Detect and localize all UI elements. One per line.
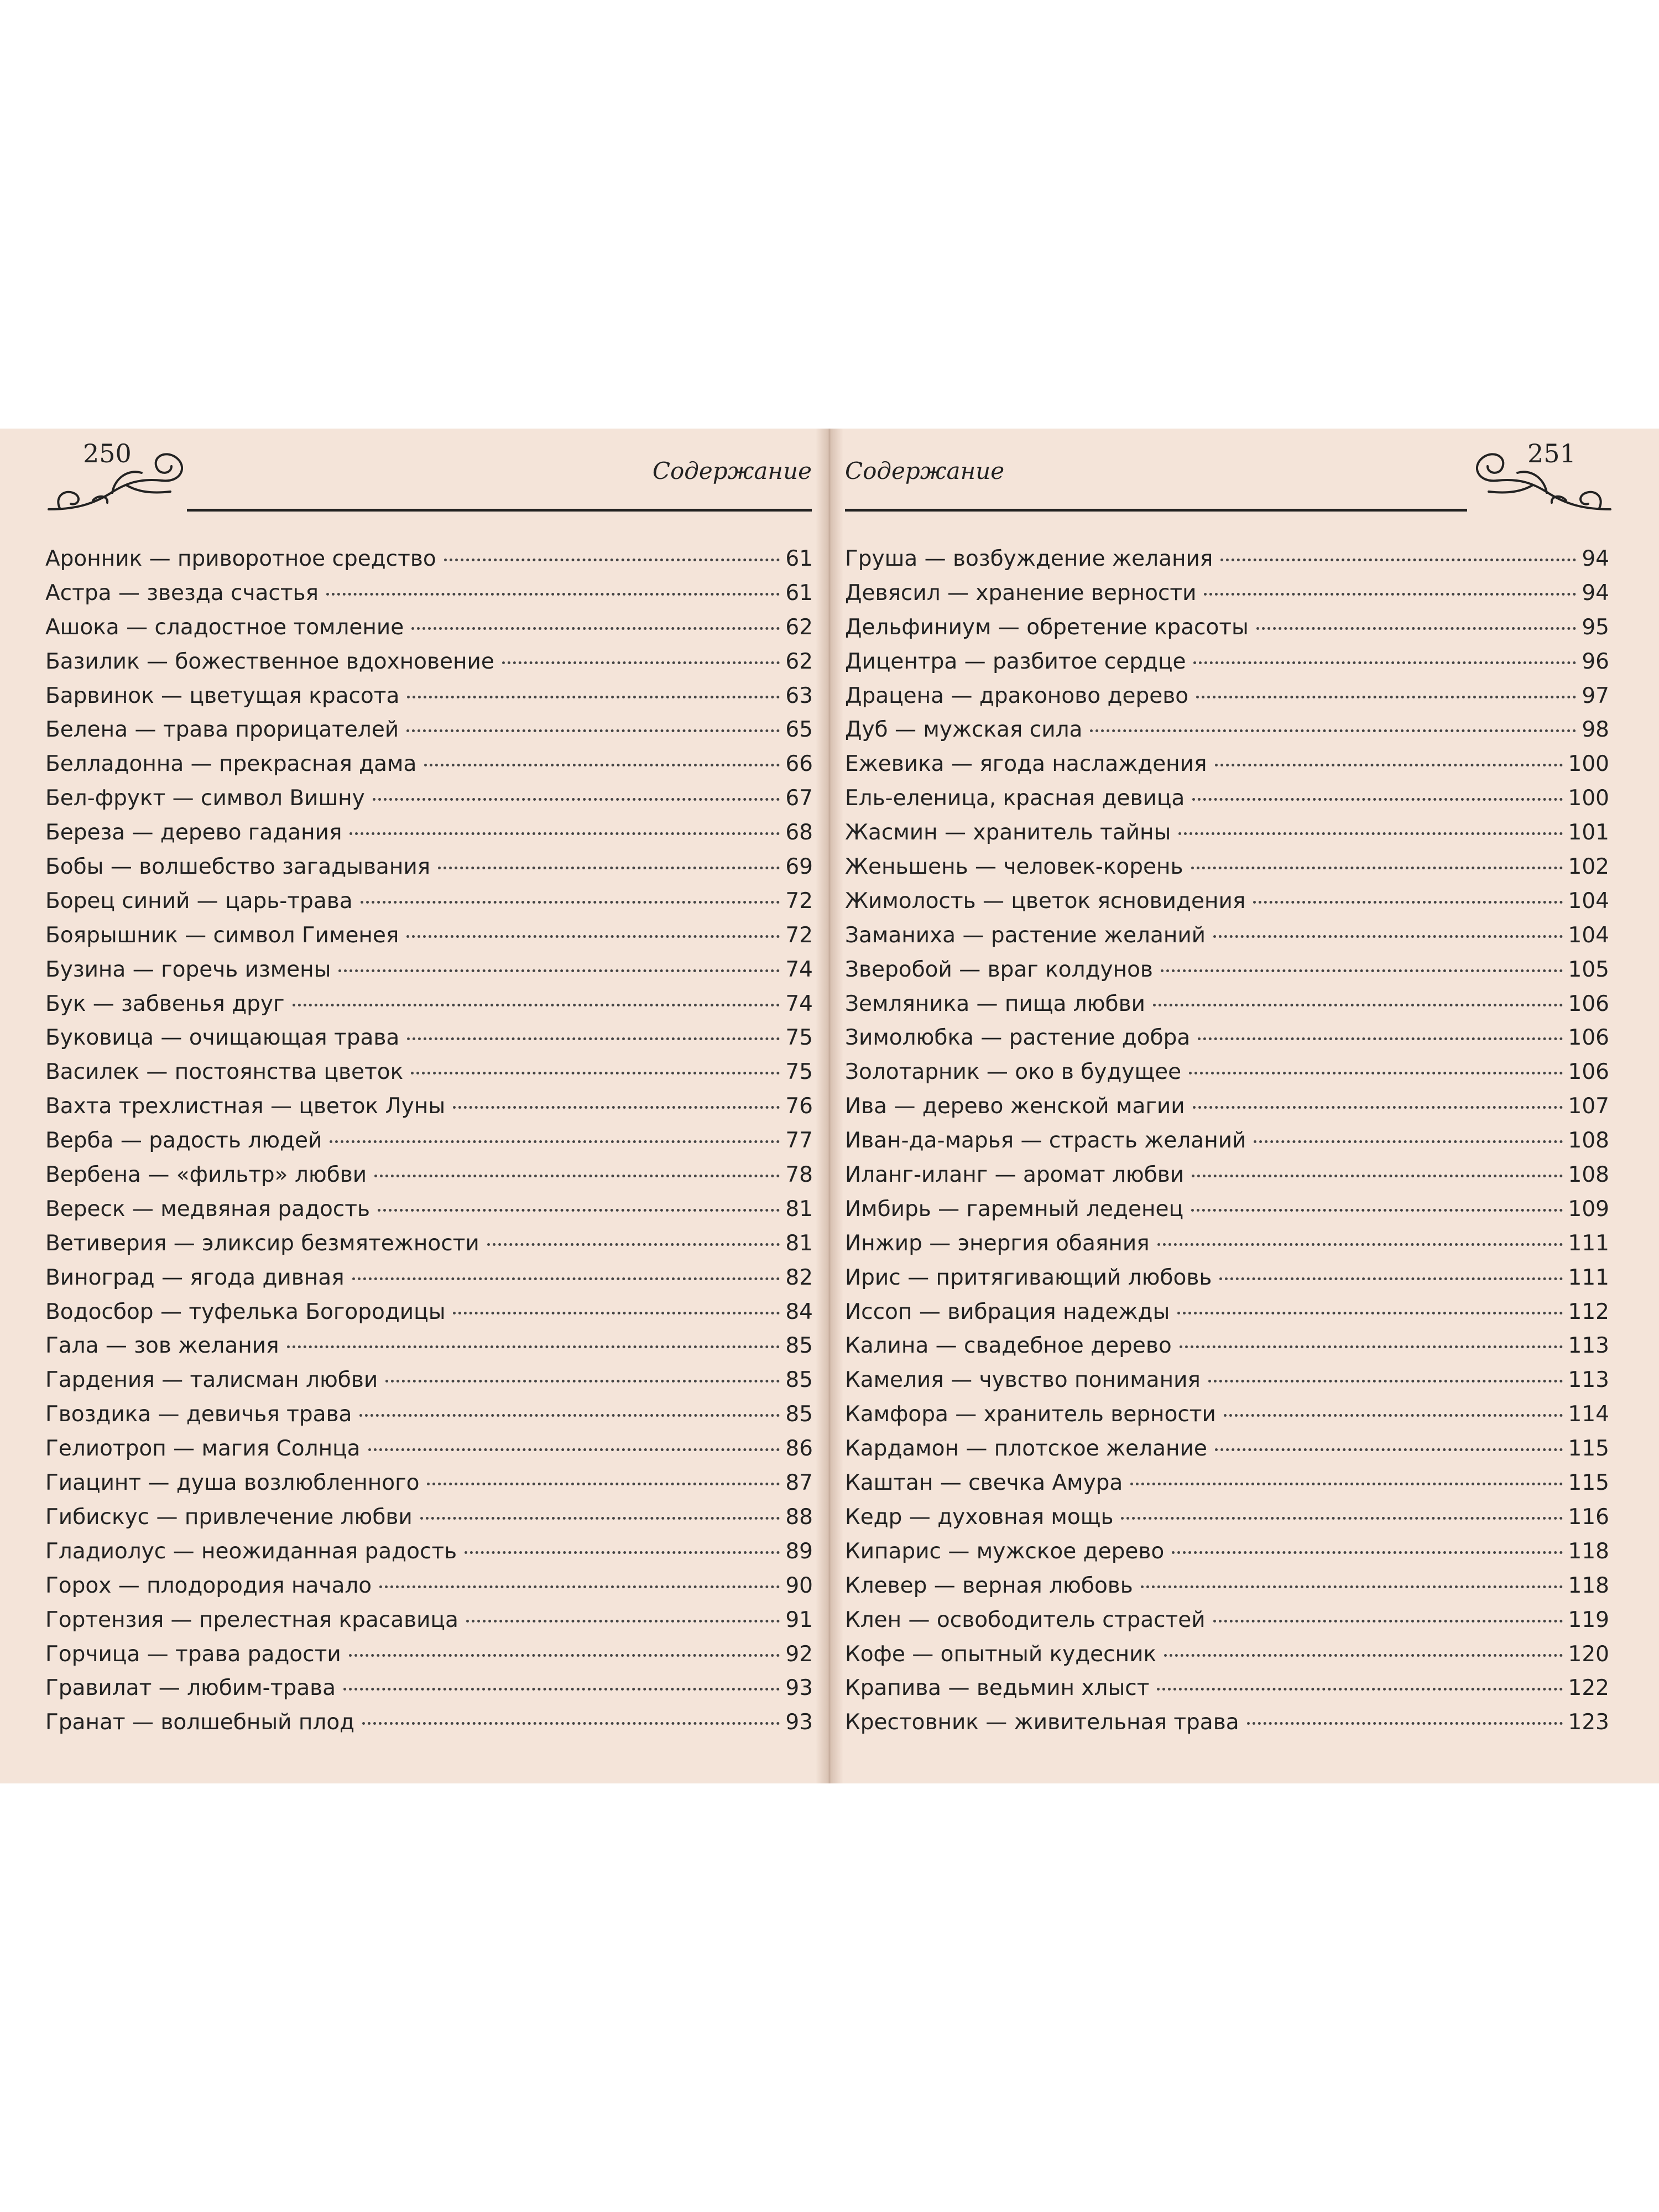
entry-page-number: 68 — [785, 820, 813, 846]
entry-title: Иланг-иланг — аромат любви — [845, 1162, 1185, 1188]
dot-leader — [349, 1654, 780, 1657]
entry-page-number: 81 — [785, 1196, 813, 1222]
toc-entry — [845, 1363, 1609, 1397]
entry-title: Бузина — горечь измены — [45, 957, 331, 982]
entry-page-number: 61 — [785, 580, 813, 606]
dot-leader — [1253, 901, 1562, 904]
dot-leader — [362, 1722, 780, 1725]
dot-leader — [1198, 1037, 1562, 1040]
toc-entry — [845, 1397, 1609, 1432]
entry-title: Каштан — свечка Амура — [845, 1470, 1123, 1496]
dot-leader — [343, 1688, 780, 1691]
entry-title: Калина — свадебное дерево — [845, 1333, 1172, 1359]
toc-entry — [845, 1500, 1609, 1535]
entry-title: Дельфиниум — обретение красоты — [845, 614, 1249, 640]
dot-leader — [368, 1448, 780, 1451]
toc-entry — [45, 1500, 813, 1535]
entry-page-number: 72 — [785, 922, 813, 948]
entry-page-number: 62 — [785, 649, 813, 674]
entry-page-number: 119 — [1568, 1607, 1609, 1632]
entry-title: Иссоп — вибрация надежды — [845, 1299, 1170, 1324]
entry-page-number: 89 — [785, 1538, 813, 1564]
entry-page-number: 78 — [785, 1162, 813, 1188]
entry-page-number: 118 — [1568, 1573, 1609, 1598]
entry-page-number: 118 — [1568, 1538, 1609, 1564]
toc-entry — [45, 713, 813, 747]
dot-leader — [438, 867, 780, 869]
toc-entry — [845, 816, 1609, 850]
entry-title: Борец синий — царь-трава — [45, 888, 353, 914]
toc-entry — [845, 713, 1609, 747]
entry-page-number: 123 — [1568, 1710, 1609, 1735]
dot-leader — [411, 1072, 780, 1074]
toc-entry — [845, 1021, 1609, 1055]
entry-title: Гардения — талисман любви — [45, 1368, 378, 1393]
entry-title: Имбирь — гаремный леденец — [845, 1196, 1184, 1222]
toc-entry — [845, 1535, 1609, 1569]
toc-entry — [45, 1089, 813, 1124]
dot-leader — [359, 1414, 780, 1417]
entry-page-number: 114 — [1568, 1402, 1609, 1427]
entry-title: Белена — трава прорицателей — [45, 717, 399, 743]
entry-page-number: 66 — [785, 752, 813, 777]
toc-entry — [845, 645, 1609, 679]
entry-page-number: 111 — [1568, 1230, 1609, 1256]
dot-leader — [1157, 1688, 1562, 1691]
toc-entry — [45, 1124, 813, 1158]
entry-page-number: 102 — [1568, 854, 1609, 880]
entry-page-number: 100 — [1568, 752, 1609, 777]
dot-leader — [1161, 969, 1563, 972]
toc-entry — [845, 1089, 1609, 1124]
dot-leader — [1191, 1209, 1563, 1212]
entry-page-number: 85 — [785, 1368, 813, 1393]
entry-page-number: 65 — [785, 717, 813, 743]
dot-leader — [407, 1037, 780, 1040]
left-page — [0, 429, 817, 1783]
entry-title: Кипарис — мужское дерево — [845, 1538, 1165, 1564]
entry-title: Гибискус — привлечение любви — [45, 1504, 413, 1530]
right-page — [842, 429, 1659, 1783]
book-gutter — [816, 429, 843, 1783]
dot-leader — [1157, 1243, 1563, 1246]
toc-entry — [845, 1227, 1609, 1261]
entry-page-number: 105 — [1568, 957, 1609, 982]
dot-leader — [1192, 798, 1562, 801]
entry-page-number: 85 — [785, 1402, 813, 1427]
toc-entry — [45, 611, 813, 645]
toc-entry — [45, 679, 813, 713]
entry-title: Гладиолус — неожиданная радость — [45, 1538, 457, 1564]
entry-title: Виноград — ягода дивная — [45, 1265, 345, 1290]
entry-title: Клен — освободитель страстей — [845, 1607, 1206, 1632]
entry-title: Крестовник — живительная трава — [845, 1710, 1239, 1735]
entry-title: Ель-еленица, красная девица — [845, 786, 1185, 811]
dot-leader — [1208, 1380, 1563, 1383]
entry-page-number: 95 — [1582, 614, 1609, 640]
toc-entry — [45, 919, 813, 953]
table-of-contents-right — [845, 542, 1609, 1740]
entry-title: Инжир — энергия обаяния — [845, 1230, 1150, 1256]
toc-entry — [845, 1569, 1609, 1603]
dot-leader — [349, 832, 780, 835]
toc-entry — [45, 1603, 813, 1637]
toc-entry — [45, 576, 813, 611]
toc-entry — [845, 1295, 1609, 1329]
entry-title: Ирис — притягивающий любовь — [845, 1265, 1212, 1290]
page-number: 250 — [83, 439, 132, 468]
entry-title: Ежевика — ягода наслаждения — [845, 752, 1207, 777]
entry-page-number: 113 — [1568, 1333, 1609, 1359]
dot-leader — [293, 1004, 780, 1006]
entry-title: Жимолость — цветок ясновидения — [845, 888, 1246, 914]
toc-entry — [45, 953, 813, 987]
toc-entry — [45, 1363, 813, 1397]
dot-leader — [1219, 1277, 1562, 1280]
entry-page-number: 97 — [1582, 683, 1609, 708]
dot-leader — [1177, 1312, 1562, 1314]
toc-entry — [845, 850, 1609, 884]
entry-page-number: 113 — [1568, 1368, 1609, 1393]
toc-entry — [845, 611, 1609, 645]
toc-entry — [45, 1432, 813, 1466]
entry-title: Крапива — ведьмин хлыст — [845, 1676, 1150, 1701]
entry-title: Кардамон — плотское желание — [845, 1436, 1207, 1462]
entry-page-number: 88 — [785, 1504, 813, 1530]
entry-title: Клевер — верная любовь — [845, 1573, 1133, 1598]
entry-page-number: 120 — [1568, 1641, 1609, 1667]
entry-page-number: 67 — [785, 786, 813, 811]
entry-page-number: 81 — [785, 1230, 813, 1256]
entry-title: Гиацинт — душа возлюбленного — [45, 1470, 420, 1496]
dot-leader — [1164, 1654, 1563, 1657]
toc-entry — [45, 1158, 813, 1192]
toc-entry — [45, 987, 813, 1021]
toc-entry — [45, 1295, 813, 1329]
entry-title: Белладонна — прекрасная дама — [45, 752, 417, 777]
dot-leader — [385, 1380, 780, 1383]
dot-leader — [465, 1551, 780, 1554]
dot-leader — [1204, 593, 1576, 596]
entry-page-number: 72 — [785, 888, 813, 914]
entry-title: Золотарник — око в будущее — [845, 1060, 1182, 1085]
toc-entry — [45, 1671, 813, 1705]
entry-title: Вербена — «фильтр» любви — [45, 1162, 367, 1188]
dot-leader — [1193, 661, 1576, 664]
dot-leader — [411, 627, 780, 630]
dot-leader — [466, 1620, 780, 1623]
entry-page-number: 115 — [1568, 1436, 1609, 1462]
entry-page-number: 104 — [1568, 922, 1609, 948]
toc-entry — [45, 1021, 813, 1055]
entry-title: Зверобой — враг колдунов — [845, 957, 1153, 982]
entry-page-number: 75 — [785, 1060, 813, 1085]
entry-page-number: 85 — [785, 1333, 813, 1359]
dot-leader — [1213, 1620, 1563, 1623]
toc-entry — [45, 1329, 813, 1363]
dot-leader — [424, 764, 780, 766]
entry-title: Буковица — очищающая трава — [45, 1025, 400, 1051]
dot-leader — [352, 1277, 780, 1280]
toc-entry — [845, 1432, 1609, 1466]
toc-entry — [45, 1227, 813, 1261]
dot-leader — [374, 1175, 780, 1177]
toc-entry — [845, 747, 1609, 781]
dot-leader — [1178, 832, 1562, 835]
toc-entry — [45, 1569, 813, 1603]
toc-entry — [45, 1705, 813, 1740]
entry-page-number: 93 — [785, 1676, 813, 1701]
toc-entry — [45, 884, 813, 919]
entry-page-number: 74 — [785, 957, 813, 982]
entry-page-number: 62 — [785, 614, 813, 640]
entry-title: Горох — плодородия начало — [45, 1573, 372, 1598]
entry-title: Бел-фрукт — символ Вишну — [45, 786, 365, 811]
entry-title: Иван-да-марья — страсть желаний — [845, 1128, 1246, 1154]
entry-page-number: 101 — [1568, 820, 1609, 846]
toc-entry — [45, 816, 813, 850]
toc-entry — [45, 1637, 813, 1672]
entry-page-number: 63 — [785, 683, 813, 708]
header-rule — [187, 509, 812, 512]
dot-leader — [407, 696, 780, 698]
toc-entry — [45, 645, 813, 679]
entry-page-number: 96 — [1582, 649, 1609, 674]
page-number: 251 — [1527, 439, 1576, 468]
dot-leader — [1256, 627, 1577, 630]
entry-page-number: 116 — [1568, 1504, 1609, 1530]
dot-leader — [1130, 1483, 1562, 1485]
dot-leader — [1189, 1072, 1562, 1074]
dot-leader — [1192, 1175, 1562, 1177]
dot-leader — [1220, 559, 1576, 561]
toc-entry — [845, 576, 1609, 611]
entry-page-number: 94 — [1582, 546, 1609, 571]
dot-leader — [379, 1585, 780, 1588]
entry-page-number: 75 — [785, 1025, 813, 1051]
toc-entry — [845, 1637, 1609, 1672]
dot-leader — [1215, 1448, 1563, 1451]
entry-page-number: 106 — [1568, 1060, 1609, 1085]
toc-entry — [845, 919, 1609, 953]
scroll-flourish-icon — [1467, 439, 1616, 516]
dot-leader — [406, 729, 780, 732]
entry-title: Камфора — хранитель верности — [845, 1402, 1216, 1427]
dot-leader — [1141, 1585, 1563, 1588]
entry-page-number: 104 — [1568, 888, 1609, 914]
toc-entry — [845, 1055, 1609, 1089]
dot-leader — [373, 798, 780, 801]
entry-title: Заманиха — растение желаний — [845, 922, 1206, 948]
entry-page-number: 61 — [785, 546, 813, 571]
toc-entry — [845, 1329, 1609, 1363]
toc-entry — [45, 1192, 813, 1227]
toc-entry — [845, 1603, 1609, 1637]
toc-entry — [45, 1055, 813, 1089]
entry-title: Бобы — волшебство загадывания — [45, 854, 431, 880]
toc-entry — [45, 1261, 813, 1295]
entry-page-number: 108 — [1568, 1128, 1609, 1154]
entry-page-number: 109 — [1568, 1196, 1609, 1222]
entry-page-number: 86 — [785, 1436, 813, 1462]
dot-leader — [1153, 1004, 1563, 1006]
dot-leader — [444, 559, 780, 561]
entry-page-number: 115 — [1568, 1470, 1609, 1496]
entry-page-number: 87 — [785, 1470, 813, 1496]
dot-leader — [1172, 1551, 1562, 1554]
entry-title: Береза — дерево гадания — [45, 820, 342, 846]
dot-leader — [1191, 867, 1563, 869]
toc-entry — [845, 1705, 1609, 1740]
dot-leader — [330, 1140, 780, 1143]
entry-page-number: 111 — [1568, 1265, 1609, 1290]
dot-leader — [1215, 764, 1563, 766]
toc-entry — [45, 1535, 813, 1569]
dot-leader — [453, 1106, 780, 1109]
dot-leader — [1180, 1345, 1563, 1348]
toc-entry — [845, 542, 1609, 576]
entry-title: Ашока — сладостное томление — [45, 614, 404, 640]
toc-entry — [845, 679, 1609, 713]
entry-title: Дицентра — разбитое сердце — [845, 649, 1186, 674]
dot-leader — [1196, 696, 1576, 698]
entry-page-number: 74 — [785, 991, 813, 1016]
toc-entry — [45, 850, 813, 884]
dot-leader — [453, 1312, 780, 1314]
toc-entry — [45, 542, 813, 576]
toc-entry — [45, 747, 813, 781]
entry-page-number: 106 — [1568, 991, 1609, 1016]
entry-title: Дуб — мужская сила — [845, 717, 1083, 743]
entry-title: Ива — дерево женской магии — [845, 1094, 1185, 1119]
entry-title: Кофе — опытный кудесник — [845, 1641, 1157, 1667]
dot-leader — [1193, 1106, 1563, 1109]
entry-page-number: 107 — [1568, 1094, 1609, 1119]
dot-leader — [1090, 729, 1576, 732]
entry-title: Груша — возбуждение желания — [845, 546, 1213, 571]
entry-title: Вереск — медвяная радость — [45, 1196, 370, 1222]
dot-leader — [287, 1345, 780, 1348]
entry-title: Астра — звезда счастья — [45, 580, 319, 606]
dot-leader — [361, 901, 780, 904]
entry-title: Гала — зов желания — [45, 1333, 279, 1359]
entry-page-number: 122 — [1568, 1676, 1609, 1701]
entry-page-number: 94 — [1582, 580, 1609, 606]
entry-title: Василек — постоянства цветок — [45, 1060, 404, 1085]
table-of-contents-left — [45, 542, 813, 1740]
dot-leader — [326, 593, 780, 596]
entry-page-number: 90 — [785, 1573, 813, 1598]
entry-page-number: 112 — [1568, 1299, 1609, 1324]
entry-title: Ветиверия — эликсир безмятежности — [45, 1230, 479, 1256]
entry-title: Вахта трехлистная — цветок Луны — [45, 1094, 446, 1119]
dot-leader — [502, 661, 780, 664]
dot-leader — [420, 1517, 780, 1520]
toc-entry — [845, 953, 1609, 987]
entry-title: Девясил — хранение верности — [845, 580, 1197, 606]
entry-page-number: 91 — [785, 1607, 813, 1632]
dot-leader — [1247, 1722, 1563, 1725]
toc-entry — [845, 1124, 1609, 1158]
entry-page-number: 100 — [1568, 786, 1609, 811]
entry-title: Гортензия — прелестная красавица — [45, 1607, 458, 1632]
dot-leader — [1213, 935, 1563, 938]
entry-page-number: 93 — [785, 1710, 813, 1735]
dot-leader — [427, 1483, 780, 1485]
toc-entry — [845, 1261, 1609, 1295]
toc-entry — [45, 1397, 813, 1432]
dot-leader — [1224, 1414, 1563, 1417]
dot-leader — [338, 969, 780, 972]
toc-entry — [45, 1466, 813, 1500]
toc-entry — [845, 987, 1609, 1021]
entry-page-number: 76 — [785, 1094, 813, 1119]
dot-leader — [1254, 1140, 1562, 1143]
entry-title: Базилик — божественное вдохновение — [45, 649, 494, 674]
entry-title: Гвоздика — девичья трава — [45, 1402, 352, 1427]
book-spread — [0, 429, 1659, 1783]
dot-leader — [378, 1209, 780, 1212]
entry-page-number: 77 — [785, 1128, 813, 1154]
entry-title: Водосбор — туфелька Богородицы — [45, 1299, 446, 1324]
entry-page-number: 98 — [1582, 717, 1609, 743]
entry-title: Женьшень — человек-корень — [845, 854, 1183, 880]
entry-page-number: 106 — [1568, 1025, 1609, 1051]
entry-title: Жасмин — хранитель тайны — [845, 820, 1171, 846]
entry-title: Гранат — волшебный плод — [45, 1710, 355, 1735]
header-rule — [845, 509, 1467, 512]
dot-leader — [1121, 1517, 1562, 1520]
entry-title: Бук — забвенья друг — [45, 991, 285, 1016]
toc-entry — [845, 1158, 1609, 1192]
toc-entry — [845, 1192, 1609, 1227]
entry-title: Кедр — духовная мощь — [845, 1504, 1114, 1530]
entry-title: Аронник — приворотное средство — [45, 546, 436, 571]
dot-leader — [406, 935, 780, 938]
entry-title: Верба — радость людей — [45, 1128, 322, 1154]
toc-entry — [45, 781, 813, 816]
entry-page-number: 82 — [785, 1265, 813, 1290]
entry-title: Камелия — чувство понимания — [845, 1368, 1201, 1393]
toc-entry — [845, 1466, 1609, 1500]
entry-page-number: 108 — [1568, 1162, 1609, 1188]
toc-entry — [845, 1671, 1609, 1705]
entry-title: Гелиотроп — магия Солнца — [45, 1436, 361, 1462]
entry-title: Гравилат — любим-трава — [45, 1676, 336, 1701]
running-title: Содержание — [845, 457, 1005, 484]
entry-title: Земляника — пища любви — [845, 991, 1145, 1016]
entry-title: Драцена — драконово дерево — [845, 683, 1189, 708]
entry-title: Барвинок — цветущая красота — [45, 683, 400, 708]
entry-title: Зимолюбка — растение добра — [845, 1025, 1191, 1051]
entry-page-number: 69 — [785, 854, 813, 880]
entry-title: Горчица — трава радости — [45, 1641, 341, 1667]
entry-page-number: 92 — [785, 1641, 813, 1667]
entry-title: Боярышник — символ Гименея — [45, 922, 399, 948]
running-title: Содержание — [652, 457, 812, 484]
dot-leader — [487, 1243, 780, 1246]
entry-page-number: 84 — [785, 1299, 813, 1324]
toc-entry — [845, 884, 1609, 919]
toc-entry — [845, 781, 1609, 816]
